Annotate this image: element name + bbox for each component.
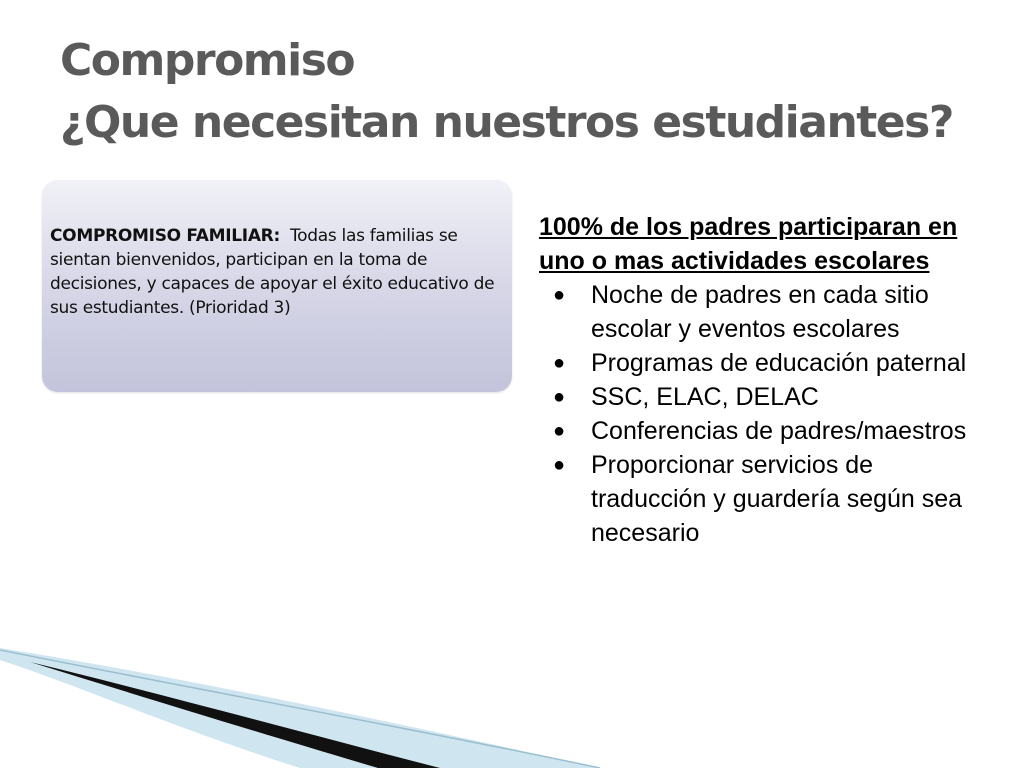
swoosh-dark-band xyxy=(30,662,440,768)
bullet-icon: ● xyxy=(553,352,566,374)
title-line-2: ¿Que necesitan nuestros estudiantes? xyxy=(60,97,953,148)
swoosh-light-band xyxy=(0,648,600,768)
title-line-1: Compromiso xyxy=(60,35,355,86)
slide-title xyxy=(60,30,953,154)
list-item-text: SSC, ELAC, DELAC xyxy=(591,383,819,411)
list-item xyxy=(539,448,989,550)
list-item-text: Conferencias de padres/maestros xyxy=(591,417,967,445)
list-item xyxy=(539,278,989,346)
bullet-icon: ● xyxy=(553,284,566,306)
card-body xyxy=(50,224,500,320)
card-description: Todas las familias se sientan bienvenidos, participan en la toma de decisiones, y capaces de apoyar el éxito educativo de sus estudiantes. (Prioridad 3) xyxy=(50,226,495,318)
goal-section xyxy=(539,210,989,550)
card-label: COMPROMISO FAMILIAR: xyxy=(50,226,280,246)
list-item-text: Proporcionar servicios de traducción y guardería según sea necesario xyxy=(591,451,963,547)
goal-heading: 100% de los padres participaran en uno o mas actividades escolares xyxy=(539,213,958,275)
bullet-icon: ● xyxy=(553,454,566,476)
bullet-icon: ● xyxy=(553,420,566,442)
bullet-icon: ● xyxy=(553,386,566,408)
swoosh-thin-line xyxy=(0,650,600,768)
list-item-text: Programas de educación paternal xyxy=(591,349,967,377)
list-item xyxy=(539,346,989,380)
activity-list xyxy=(539,278,989,550)
list-item xyxy=(539,414,989,448)
family-commitment-card xyxy=(42,180,512,392)
list-item xyxy=(539,380,989,414)
list-item-text: Noche de padres en cada sitio escolar y eventos escolares xyxy=(591,281,929,343)
